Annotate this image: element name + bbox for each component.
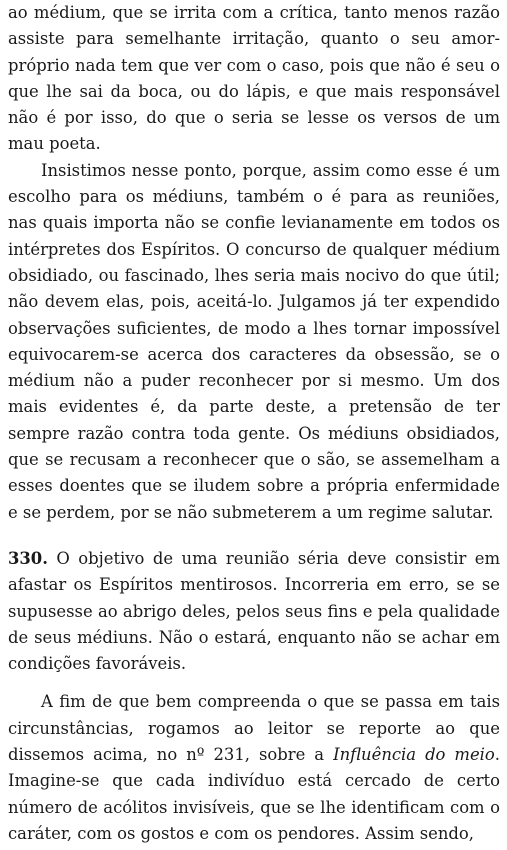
section-spacer: [8, 526, 500, 546]
section-330-text: O objetivo de uma reunião séria deve consistir em afastar os Espíritos mentirosos. Incorreria em erro, se se supusesse ao abrigo deles, pelos seus fins e pela qualidade de seus médiuns. Não o estará, enquanto não se achar em condições favoráveis.: [8, 548, 500, 674]
paragraph-continuation: ao médium, que se irrita com a crítica, tanto menos razão assiste para semelhante irritação, quanto o seu amor-próprio nada tem que ver com o caso, pois que não é seu o que lhe sai da boca, ou do lápis, e que mais responsável não é por isso, do que o seria se lesse os versos de um mau poeta.: [8, 3, 500, 154]
paragraph-insistimos: Insistimos nesse ponto, porque, assim como esse é um escolho para os médiuns, também o é para as reuniões, nas quais importa não se confie levianamente em todos os intérpretes dos Espíritos. O concurso de qualquer médium obsidiado, ou fascinado, lhes seria mais nocivo do que útil; não devem elas, pois, aceitá-lo. Julgamos já ter expendido observações suficientes, de modo a lhes tornar impossível equivocarem-se acerca dos caracteres da obsessão, se o médium não a puder reconhecer por si mesmo. Um dos mais evidentes é, da parte deste, a pretensão de ter sempre razão contra toda gente. Os médiuns obsidiados, que se recusam a reconhecer que o são, se assemelham a esses doentes que se iludem sobre a própria enfermidade e se perdem, por se não submeterem a um regime salutar.: [8, 160, 500, 522]
paragraph-a-fim-de-que: [8, 689, 500, 847]
paragraph-text-after: . Imagine-se que cada indivíduo está cercado de certo número de acólitos invisíveis, que se lhe identificam com o caráter, com os gostos e com os pendores. Assim sendo,: [8, 745, 501, 843]
section-number: 330.: [8, 548, 48, 568]
paragraph-spacer: [8, 677, 500, 689]
italic-reference: Influência do meio: [333, 745, 495, 765]
book-page: [8, 0, 500, 847]
paragraph-section-330: [8, 546, 500, 677]
paragraph-text-before: A fim de que bem compreenda o que se passa em tais circunstâncias, rogamos ao leitor se reporte ao que dissemos acima, no nº 231, sobre a: [8, 692, 500, 765]
